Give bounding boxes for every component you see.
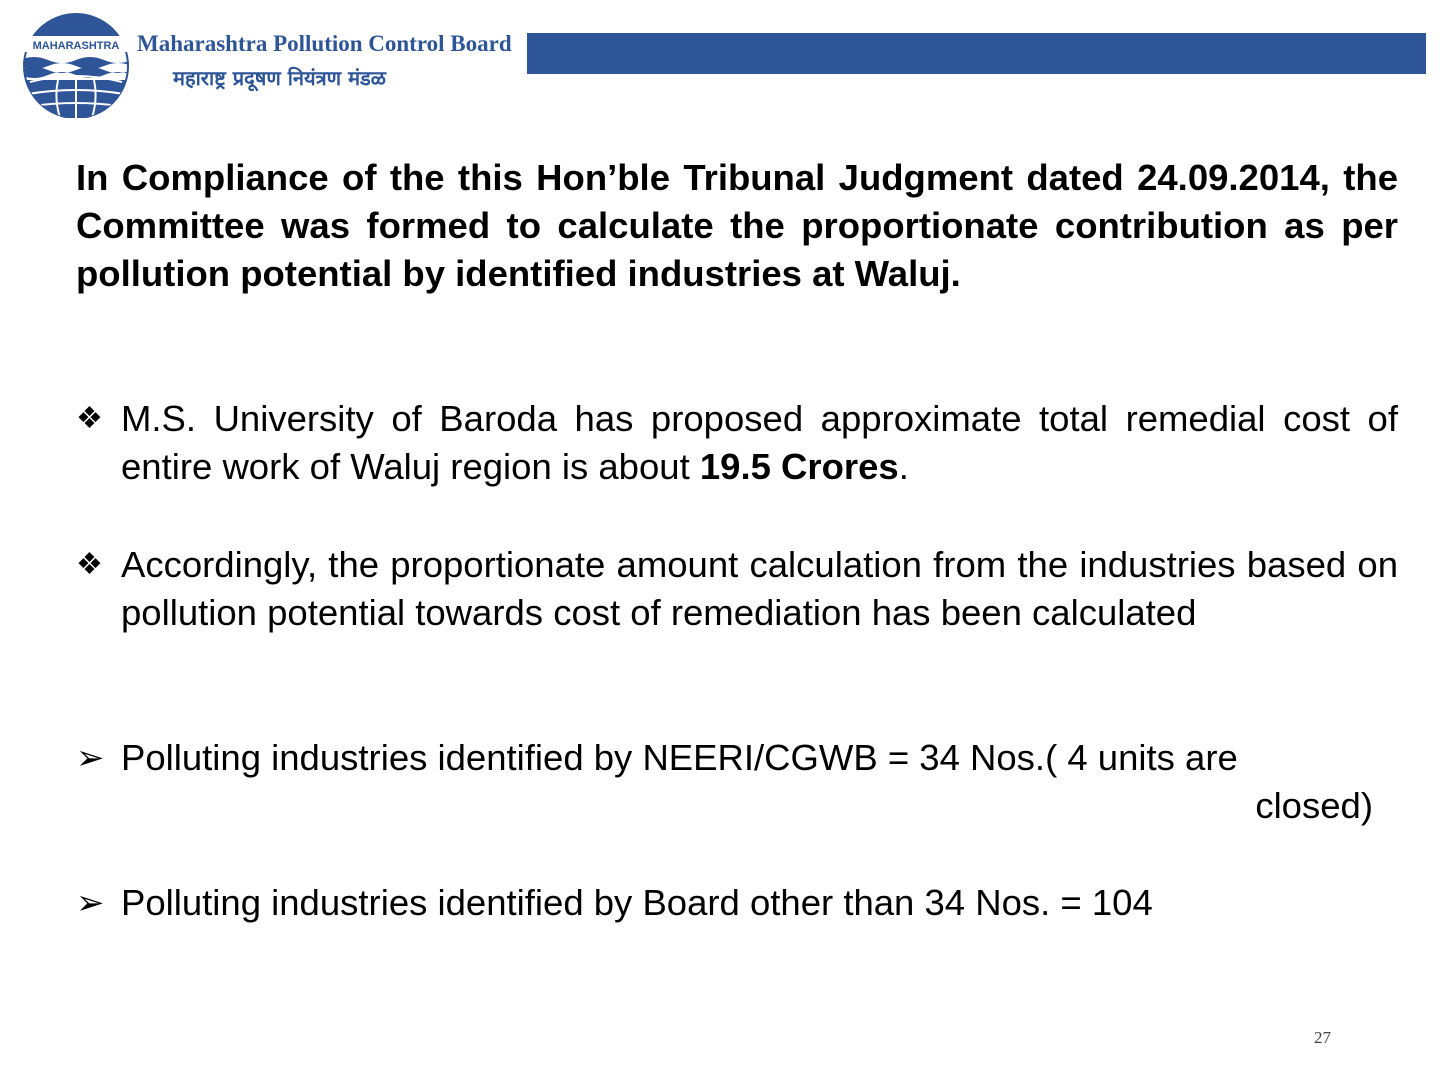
bullet-item <box>76 541 1398 637</box>
bullet-text: Polluting industries identified by NEERI/CGWB = 34 Nos.( 4 units are closed) <box>121 737 1373 826</box>
highlight-amount: 19.5 Crores <box>699 446 899 487</box>
diamond-bullet-icon: ❖ <box>76 402 103 435</box>
svg-text:MAHARASHTRA: MAHARASHTRA <box>32 40 120 52</box>
bullet-text: M.S. University of Baroda has proposed approximate total remedial cost of entire work of Waluj region is about 19.5 Crores. <box>121 398 1398 487</box>
arrow-bullet-icon: ➢ <box>76 884 105 922</box>
bullet-item <box>76 879 1398 927</box>
arrow-bullet-icon: ➢ <box>76 739 105 777</box>
bullet-item <box>76 395 1398 491</box>
intro-paragraph: In Compliance of the this Hon’ble Tribunal Judgment dated 24.09.2014, the Committee was formed to calculate the proportionate contribution as per pollution potential by identified industries at Waluj. <box>76 157 1398 294</box>
bullet-item <box>76 734 1398 830</box>
header-bar <box>527 33 1426 74</box>
org-name-marathi: महाराष्ट्र प्रदूषण नियंत्रण मंडळ <box>173 66 386 90</box>
bullet-text: Polluting industries identified by Board other than 34 Nos. = 104 <box>121 882 1153 923</box>
org-name-english: Maharashtra Pollution Control Board <box>137 31 512 56</box>
diamond-bullet-icon: ❖ <box>76 548 103 581</box>
page-number: 27 <box>1314 1028 1331 1047</box>
mpcb-logo <box>20 10 132 118</box>
bullet-text: Accordingly, the proportionate amount calculation from the industries based on pollution potential towards cost of remediation has been calculated <box>121 544 1398 633</box>
